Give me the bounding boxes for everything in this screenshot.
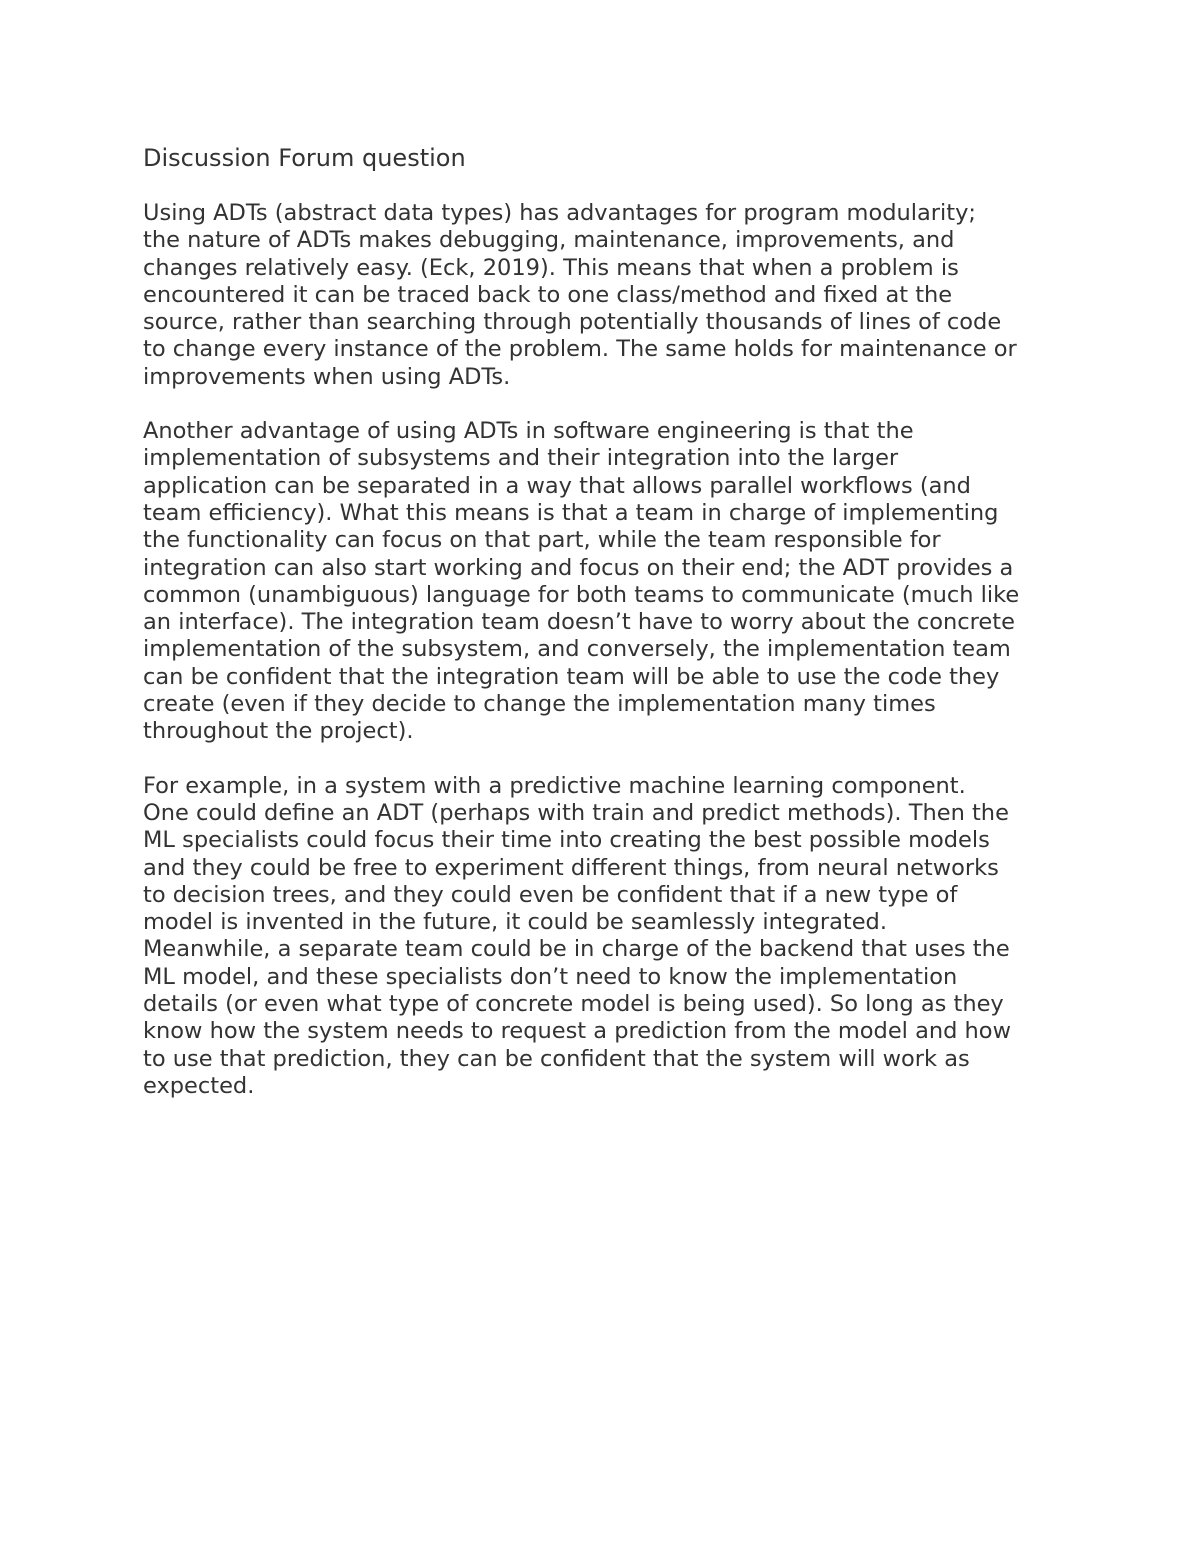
text-line: create (even if they decide to change the implementation many times: [143, 691, 936, 718]
text-line: Another advantage of using ADTs in software engineering is that the: [143, 418, 914, 445]
text-line: source, rather than searching through potentially thousands of lines of code: [143, 309, 1002, 336]
text-line: and they could be free to experiment different things, from neural networks: [143, 854, 999, 881]
text-line: details (or even what type of concrete model is being used). So long as they: [143, 991, 1004, 1018]
document-title: Discussion Forum question: [143, 144, 466, 172]
text-line: encountered it can be traced back to one class/method and fixed at the: [143, 281, 953, 308]
text-line: implementation of the subsystem, and conversely, the implementation team: [143, 636, 1011, 663]
text-line: ML specialists could focus their time into creating the best possible models: [143, 827, 990, 854]
text-line: implementation of subsystems and their integration into the larger: [143, 445, 899, 472]
text-line: improvements when using ADTs.: [143, 363, 511, 390]
text-line: common (unambiguous) language for both teams to communicate (much like: [143, 581, 1020, 608]
text-line: team efficiency). What this means is that a team in charge of implementing: [143, 499, 999, 526]
text-line: know how the system needs to request a prediction from the model and how: [143, 1018, 1011, 1045]
text-line: ML model, and these specialists don’t need to know the implementation: [143, 963, 958, 990]
paragraph: [143, 200, 1083, 391]
text-line: Meanwhile, a separate team could be in charge of the backend that uses the: [143, 936, 1010, 963]
text-line: the functionality can focus on that part, while the team responsible for: [143, 527, 941, 554]
text-line: For example, in a system with a predictive machine learning component.: [143, 772, 966, 799]
text-line: the nature of ADTs makes debugging, maintenance, improvements, and: [143, 227, 955, 254]
text-line: One could define an ADT (perhaps with train and predict methods). Then the: [143, 799, 1009, 826]
document-page: [143, 143, 1083, 1127]
text-line: can be confident that the integration team will be able to use the code they: [143, 663, 1000, 690]
text-line: integration can also start working and focus on their end; the ADT provides a: [143, 554, 1014, 581]
text-line: throughout the project).: [143, 718, 414, 745]
text-line: expected.: [143, 1072, 255, 1099]
text-line: application can be separated in a way that allows parallel workflows (and: [143, 472, 971, 499]
text-line: an interface). The integration team doesn’t have to worry about the concrete: [143, 609, 1015, 636]
text-line: to decision trees, and they could even be confident that if a new type of: [143, 881, 958, 908]
paragraph: [143, 418, 1083, 746]
text-line: to change every instance of the problem. The same holds for maintenance or: [143, 336, 1017, 363]
text-line: changes relatively easy. (Eck, 2019). This means that when a problem is: [143, 254, 959, 281]
text-line: model is invented in the future, it could be seamlessly integrated.: [143, 909, 887, 936]
paragraph: [143, 773, 1083, 1101]
text-line: Using ADTs (abstract data types) has advantages for program modularity;: [143, 200, 977, 226]
text-line: to use that prediction, they can be confident that the system will work as: [143, 1045, 970, 1072]
document-body: [143, 200, 1083, 1100]
